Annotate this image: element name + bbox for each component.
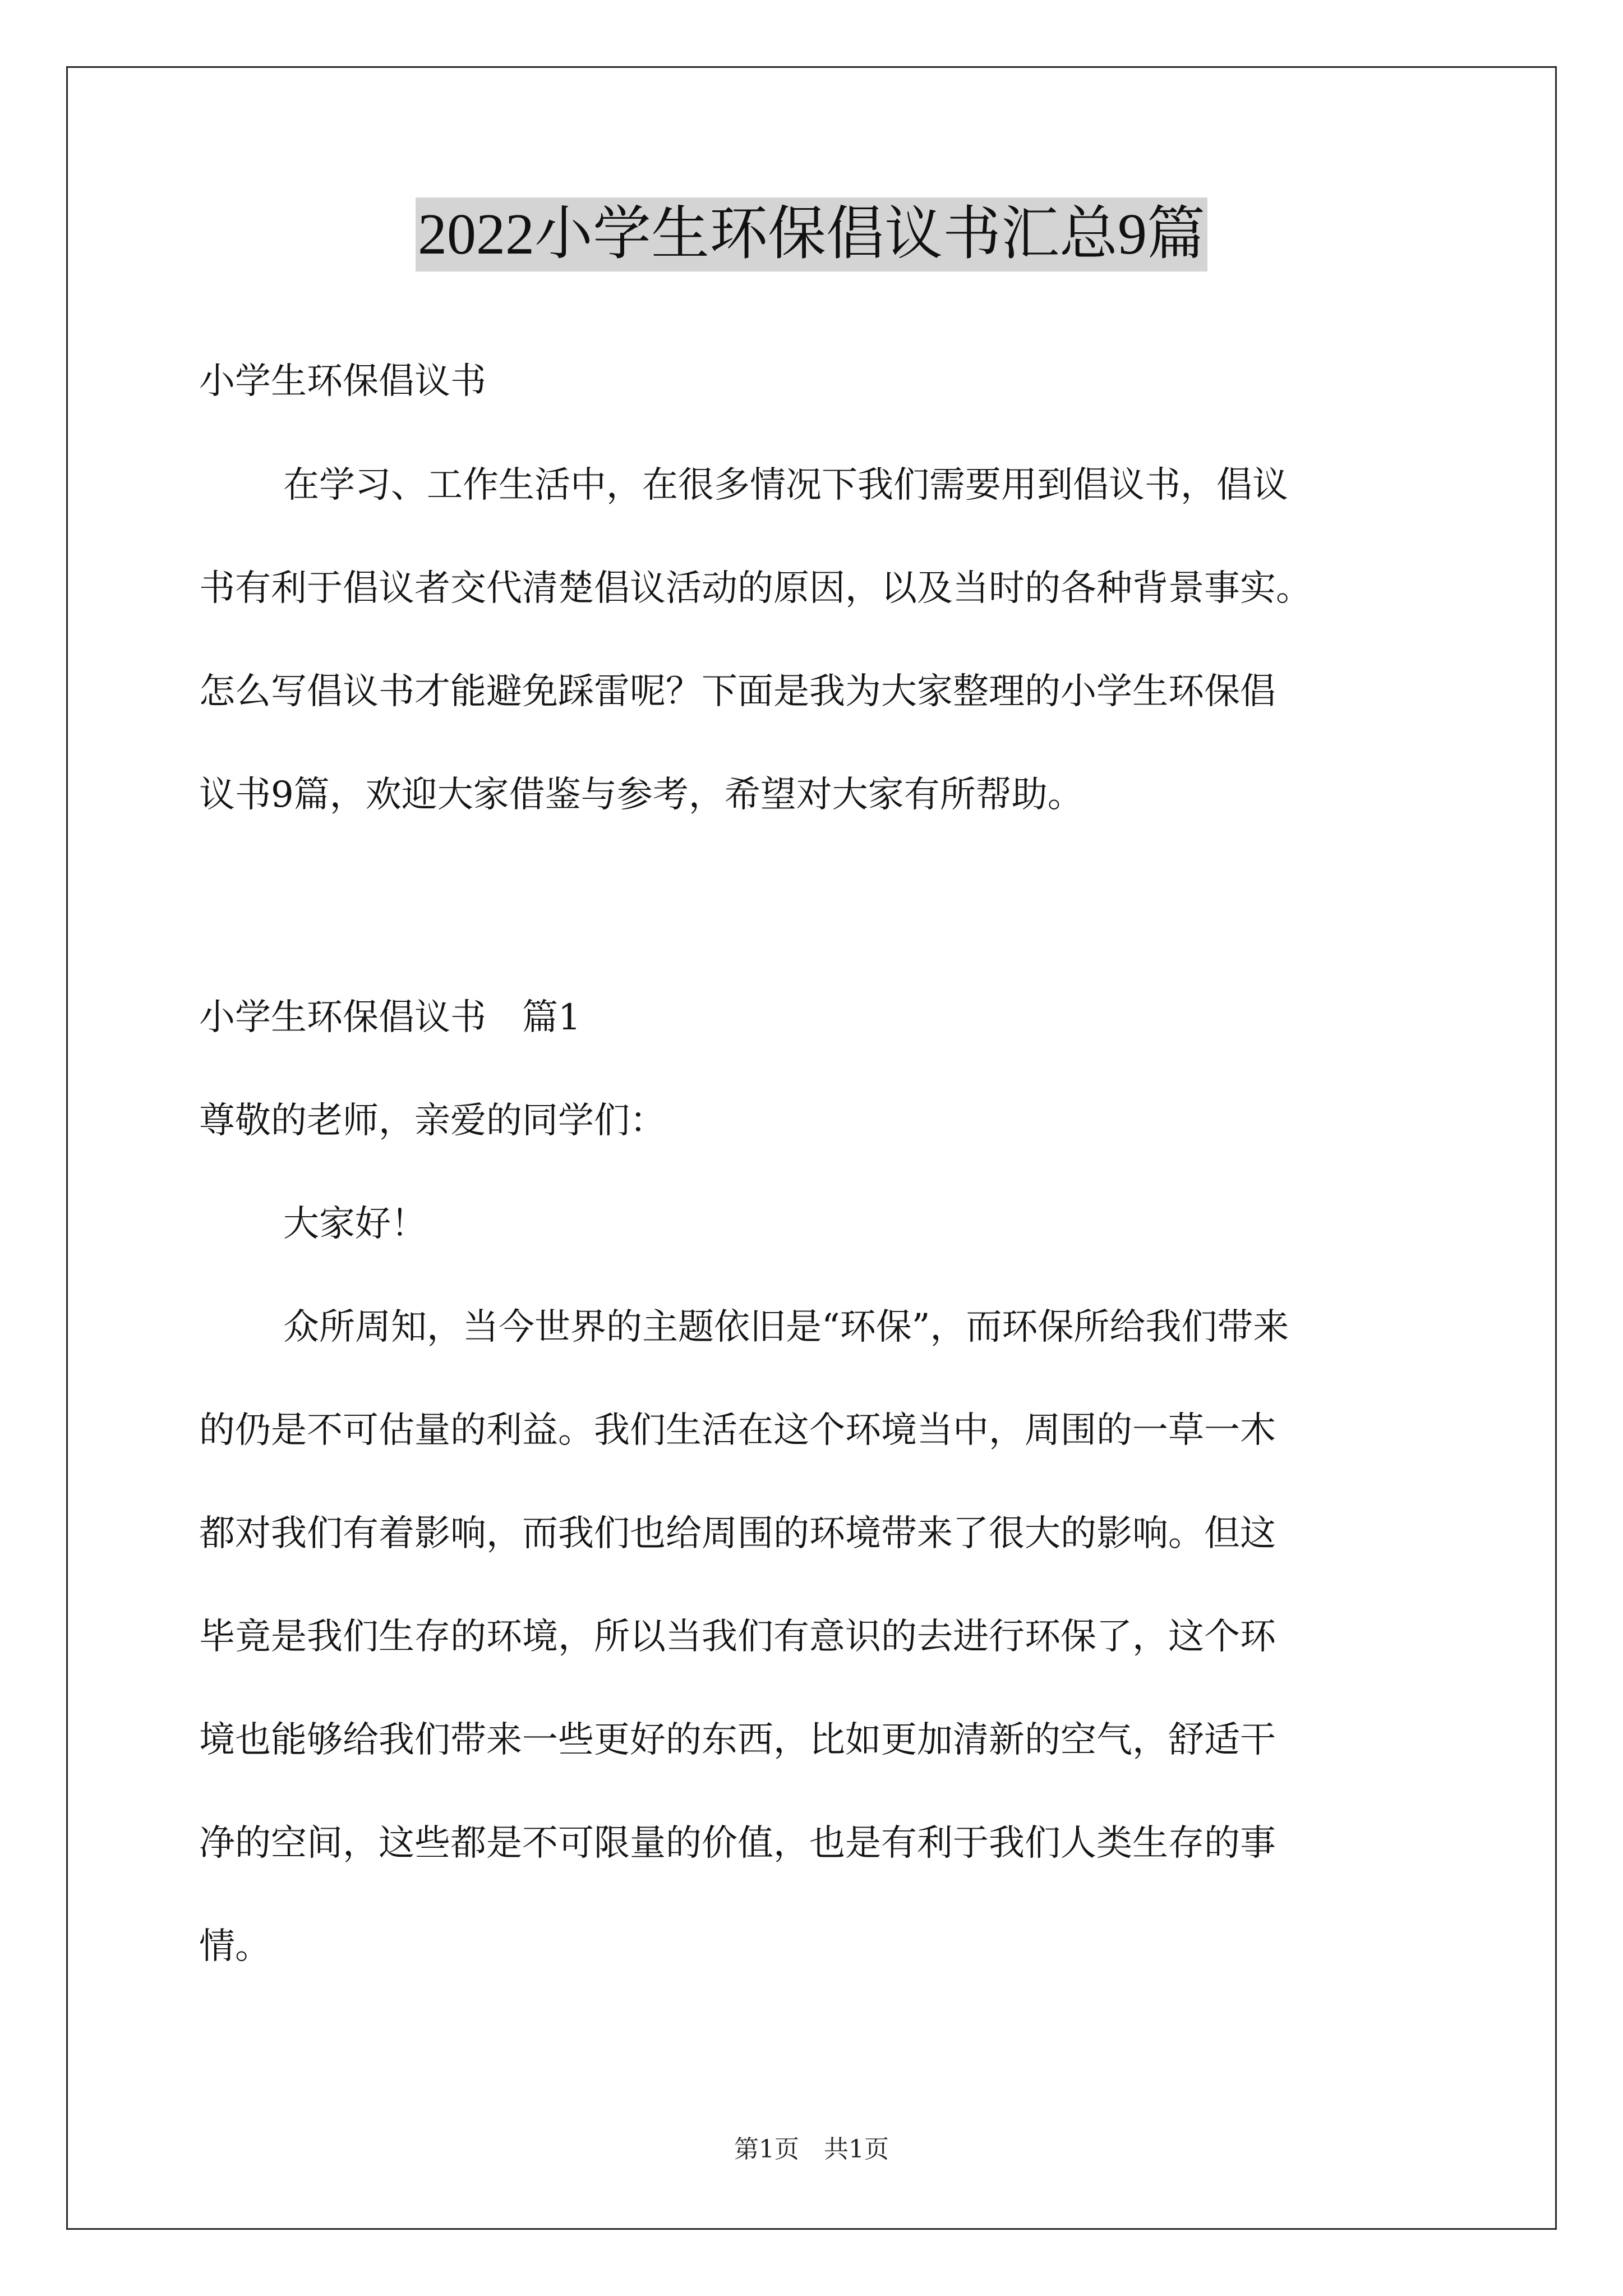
intro-line: 议书9篇，欢迎大家借鉴与参考，希望对大家有所帮助。	[199, 774, 1083, 816]
intro-line: 怎么写倡议书才能避免踩雷呢？下面是我为大家整理的小学生环保倡	[199, 671, 1276, 712]
greeting: 大家好！	[283, 1203, 427, 1245]
salutation: 尊敬的老师，亲爱的同学们：	[199, 1100, 666, 1142]
body-line: 境也能够给我们带来一些更好的东西，比如更加清新的空气，舒适干	[199, 1719, 1276, 1761]
section-heading: 小学生环保倡议书	[199, 361, 486, 402]
body-line: 毕竟是我们生存的环境，所以当我们有意识的去进行环保了，这个环	[199, 1616, 1276, 1658]
body-line: 情。	[199, 1926, 271, 1967]
document-title: 2022小学生环保倡议书汇总9篇	[416, 197, 1207, 272]
article-heading: 小学生环保倡议书 篇1	[199, 997, 581, 1038]
title-container	[0, 197, 1623, 272]
body-line: 净的空间，这些都是不可限量的价值，也是有利于我们人类生存的事	[199, 1823, 1276, 1864]
intro-line: 在学习、工作生活中，在很多情况下我们需要用到倡议书，倡议	[283, 464, 1288, 506]
body-line: 都对我们有着影响，而我们也给周围的环境带来了很大的影响。但这	[199, 1513, 1276, 1554]
page-footer: 第1页 共1页	[734, 2135, 889, 2164]
body-line: 的仍是不可估量的利益。我们生活在这个环境当中，周围的一草一木	[199, 1410, 1276, 1451]
body-line: 众所周知，当今世界的主题依旧是“环保”，而环保所给我们带来	[283, 1306, 1289, 1348]
intro-line: 书有利于倡议者交代清楚倡议活动的原因，以及当时的各种背景事实。	[199, 568, 1312, 609]
